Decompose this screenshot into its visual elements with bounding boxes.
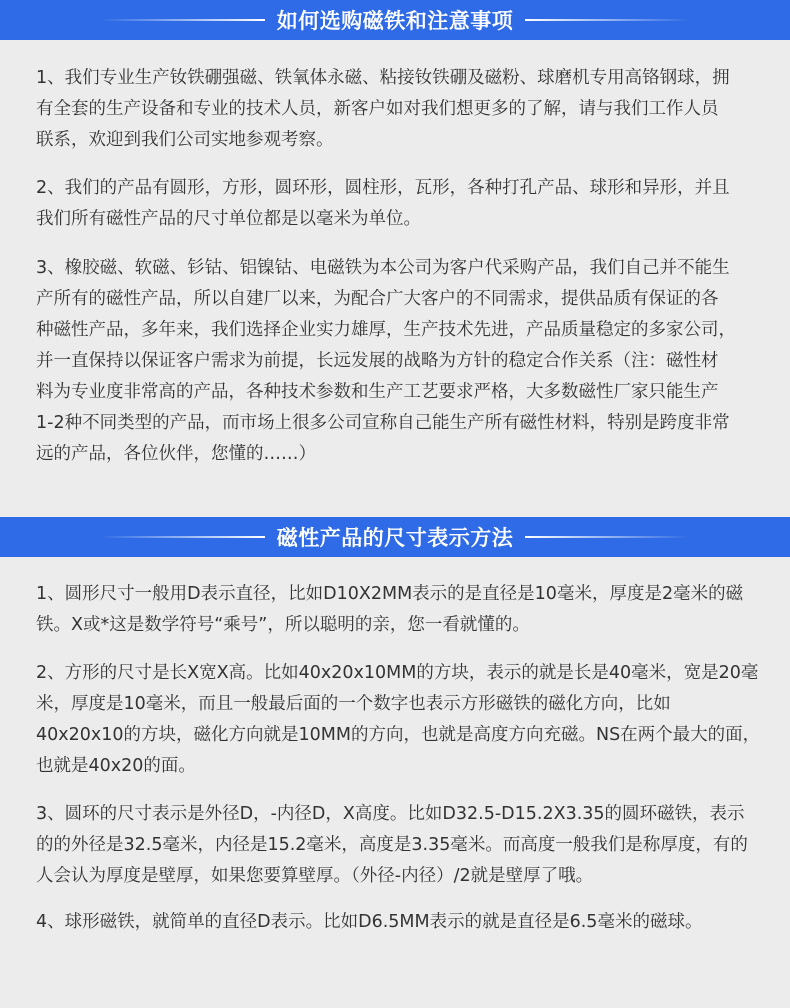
paragraph-line: 的的外径是32.5毫米，内径是15.2毫米，高度是3.35毫米。而高度一般我们是称厚度，有的 [36, 835, 748, 855]
paragraph-line: 米，厚度是10毫米，而且一般最后面的一个数字也表示方形磁铁的磁化方向，比如 [36, 694, 671, 714]
paragraph-line: 铁。X或*这是数学符号“乘号”，所以聪明的亲，您一看就懂的。 [36, 615, 530, 635]
paragraph-line: 1-2种不同类型的产品，而市场上很多公司宣称自己能生产所有磁性材料，特别是跨度非常 [36, 413, 730, 433]
paragraph-line: 我们所有磁性产品的尺寸单位都是以毫米为单位。 [36, 209, 421, 229]
paragraph-line: 人会认为厚度是壁厚，如果您要算壁厚。（外径-内径）/2就是壁厚了哦。 [36, 866, 594, 886]
paragraph [36, 253, 766, 470]
paragraph-line: 并一直保持以保证客户需求为前提，长远发展的战略为方针的稳定合作关系（注：磁性材 [36, 351, 719, 371]
paragraph-line: 4、球形磁铁，就简单的直径D表示。比如D6.5MM表示的就是直径是6.5毫米的磁球。 [36, 912, 703, 932]
paragraph [36, 579, 766, 641]
paragraph-line: 产所有的磁性产品，所以自建厂以来，为配合广大客户的不同需求，提供品质有保证的各 [36, 289, 719, 309]
divider [525, 19, 690, 21]
paragraph-line: 远的产品，各位伙伴，您懂的……） [36, 444, 316, 464]
divider [100, 19, 265, 21]
paragraph [36, 907, 766, 938]
paragraph-line: 2、我们的产品有圆形，方形，圆环形，圆柱形，瓦形，各种打孔产品、球形和异形，并且 [36, 178, 730, 198]
paragraph-line: 2、方形的尺寸是长X宽X高。比如40x20x10MM的方块，表示的就是长是40毫米，宽是20毫 [36, 663, 759, 683]
paragraph [36, 799, 766, 892]
paragraph-line: 种磁性产品，多年来，我们选择企业实力雄厚，生产技术先进，产品质量稳定的多家公司， [36, 320, 736, 340]
paragraph-line: 1、我们专业生产钕铁硼强磁、铁氧体永磁、粘接钕铁硼及磁粉、球磨机专用高铬钢球，拥 [36, 68, 730, 88]
paragraph-line: 也就是40x20的面。 [36, 756, 196, 776]
paragraph-line: 40x20x10的方块，磁化方向就是10MM的方向，也就是高度方向充磁。NS在两个最大的面， [36, 725, 761, 745]
section-title: 如何选购磁铁和注意事项 [276, 9, 514, 33]
paragraph-line: 1、圆形尺寸一般用D表示直径，比如D10X2MM表示的是直径是10毫米，厚度是2毫米的磁 [36, 584, 744, 604]
section-banner-buying-guide [0, 0, 790, 40]
paragraph [36, 173, 766, 235]
divider [525, 536, 690, 538]
paragraph-line: 3、橡胶磁、软磁、钐钴、铝镍钴、电磁铁为本公司为客户代采购产品，我们自己并不能生 [36, 258, 730, 278]
paragraph-line: 联系，欢迎到我们公司实地参观考察。 [36, 130, 334, 150]
section-banner-size-notation [0, 517, 790, 557]
paragraph [36, 658, 766, 782]
paragraph-line: 料为专业度非常高的产品，各种技术参数和生产工艺要求严格，大多数磁性厂家只能生产 [36, 382, 719, 402]
paragraph-line: 3、圆环的尺寸表示是外径D，-内径D，X高度。比如D32.5-D15.2X3.35的圆环磁铁，表示 [36, 804, 745, 824]
paragraph [36, 63, 766, 156]
paragraph-line: 有全套的生产设备和专业的技术人员，新客户如对我们想更多的了解，请与我们工作人员 [36, 99, 719, 119]
section-title: 磁性产品的尺寸表示方法 [276, 526, 514, 550]
divider [100, 536, 265, 538]
